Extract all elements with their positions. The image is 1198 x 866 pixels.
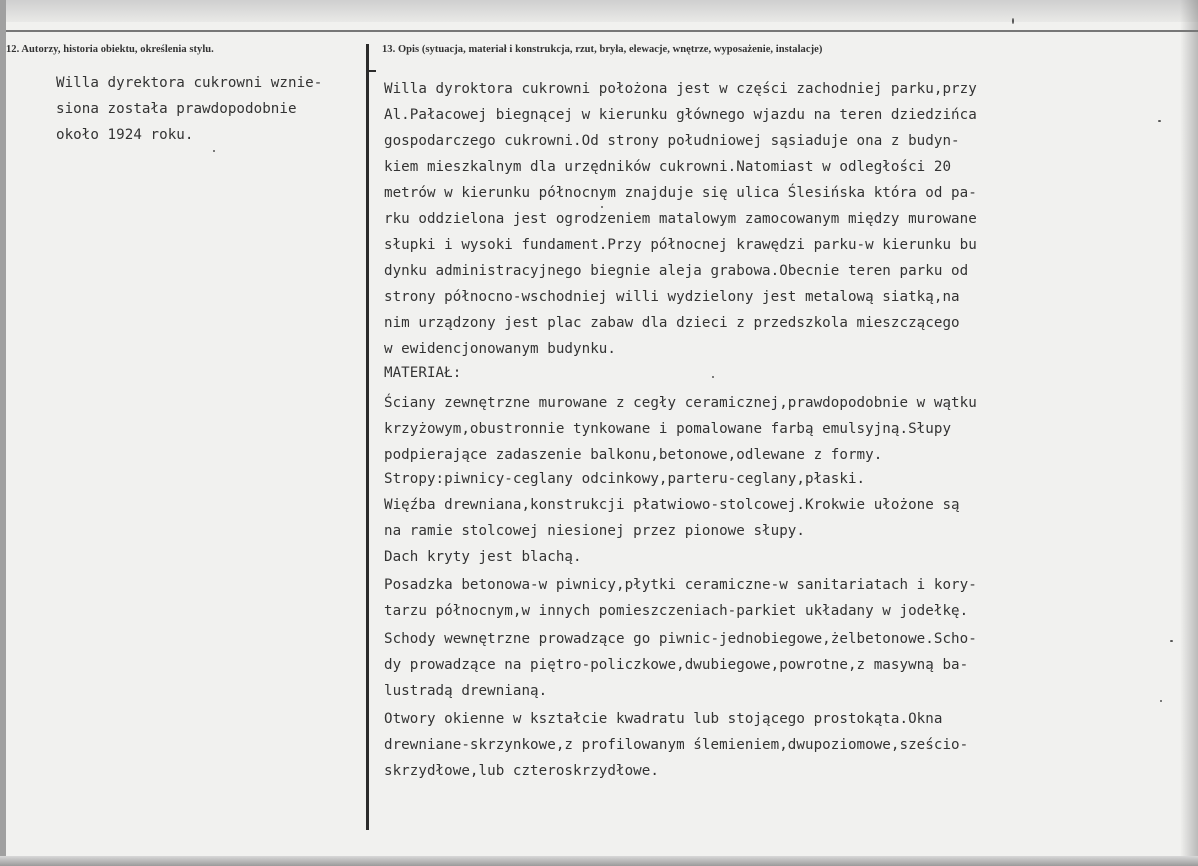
column-divider-tick xyxy=(366,70,376,72)
form-top-border xyxy=(0,30,1198,32)
text-line: Dach kryty jest blachą. xyxy=(384,549,582,565)
section-13-header: 13. Opis (sytuacja, materiał i konstrukcja, rzut, bryła, elewacje, wnętrze, wyposażenie, instalacje) xyxy=(382,44,823,55)
scan-speck xyxy=(601,206,603,208)
text-line: Stropy:piwnicy-ceglany odcinkowy,parteru-ceglany,płaski. xyxy=(384,471,866,487)
text-line: Willa dyrektora cukrowni wznie- xyxy=(56,75,323,91)
scan-bottom-band xyxy=(0,856,1198,866)
text-line: lustradą drewnianą. xyxy=(384,683,548,699)
scan-left-edge xyxy=(0,0,6,866)
text-line: na ramie stolcowej niesionej przez pionowe słupy. xyxy=(384,523,805,539)
text-line: Więźba drewniana,konstrukcji płatwiowo-stolcowej.Krokwie ułożone są xyxy=(384,497,960,513)
section-12-header: 12. Autorzy, historia obiektu, określenia stylu. xyxy=(6,44,214,55)
text-line: podpierające zadaszenie balkonu,betonowe,odlewane z formy. xyxy=(384,447,883,463)
text-line: dy prowadzące na piętro-policzkowe,dwubiegowe,powrotne,z masywną ba- xyxy=(384,657,969,673)
text-line: Otwory okienne w kształcie kwadratu lub stojącego prostokąta.Okna xyxy=(384,711,943,727)
text-line: Willa dyroktora cukrowni położona jest w części zachodniej parku,przy xyxy=(384,81,977,97)
text-line: rku oddzielona jest ogrodzeniem matalowym zamocowanym między murowane xyxy=(384,211,977,227)
text-line: gospodarczego cukrowni.Od strony południowej sąsiaduje ona z budyn- xyxy=(384,133,960,149)
text-line: Schody wewnętrzne prowadzące go piwnic-jednobiegowe,żelbetonowe.Scho- xyxy=(384,631,977,647)
text-line: kiem mieszkalnym dla urzędników cukrowni.Natomiast w odległości 20 xyxy=(384,159,952,175)
text-line: siona została prawdopodobnie xyxy=(56,101,297,117)
text-line: tarzu północnym,w innych pomieszczeniach-parkiet układany w jodełkę. xyxy=(384,603,969,619)
text-line: Al.Pałacowej biegnącej w kierunku głównego wjazdu na teren dziedzińca xyxy=(384,107,977,123)
text-line: krzyżowym,obustronnie tynkowane i pomalowane farbą emulsyjną.Słupy xyxy=(384,421,952,437)
text-line: metrów w kierunku północnym znajduje się ulica Ślesińska która od pa- xyxy=(384,185,977,201)
scan-speck xyxy=(1170,640,1173,642)
text-line: słupki i wysoki fundament.Przy północnej krawędzi parku-w kierunku bu xyxy=(384,237,977,253)
scan-top-band xyxy=(0,0,1198,22)
scan-right-edge xyxy=(1180,0,1198,866)
scan-speck xyxy=(213,150,215,152)
text-line: skrzydłowe,lub czteroskrzydłowe. xyxy=(384,763,659,779)
text-line: Posadzka betonowa-w piwnicy,płytki ceramiczne-w sanitariatach i kory- xyxy=(384,577,977,593)
scan-speck xyxy=(1012,18,1014,24)
column-divider xyxy=(366,44,369,830)
text-line: drewniane-skrzynkowe,z profilowanym ślemieniem,dwupoziomowe,sześcio- xyxy=(384,737,969,753)
scan-speck xyxy=(1158,120,1161,122)
text-line: nim urządzony jest plac zabaw dla dzieci z przedszkola mieszczącego xyxy=(384,315,960,331)
scan-speck xyxy=(712,376,714,378)
text-line: MATERIAŁ: xyxy=(384,365,462,381)
scan-speck xyxy=(1160,700,1162,702)
text-line: Ściany zewnętrzne murowane z cegły ceramicznej,prawdopodobnie w wątku xyxy=(384,395,977,411)
text-line: dynku administracyjnego biegnie aleja grabowa.Obecnie teren parku od xyxy=(384,263,969,279)
text-line: w ewidencjonowanym budynku. xyxy=(384,341,616,357)
text-line: około 1924 roku. xyxy=(56,127,194,143)
text-line: strony północno-wschodniej willi wydzielony jest metalową siatką,na xyxy=(384,289,960,305)
